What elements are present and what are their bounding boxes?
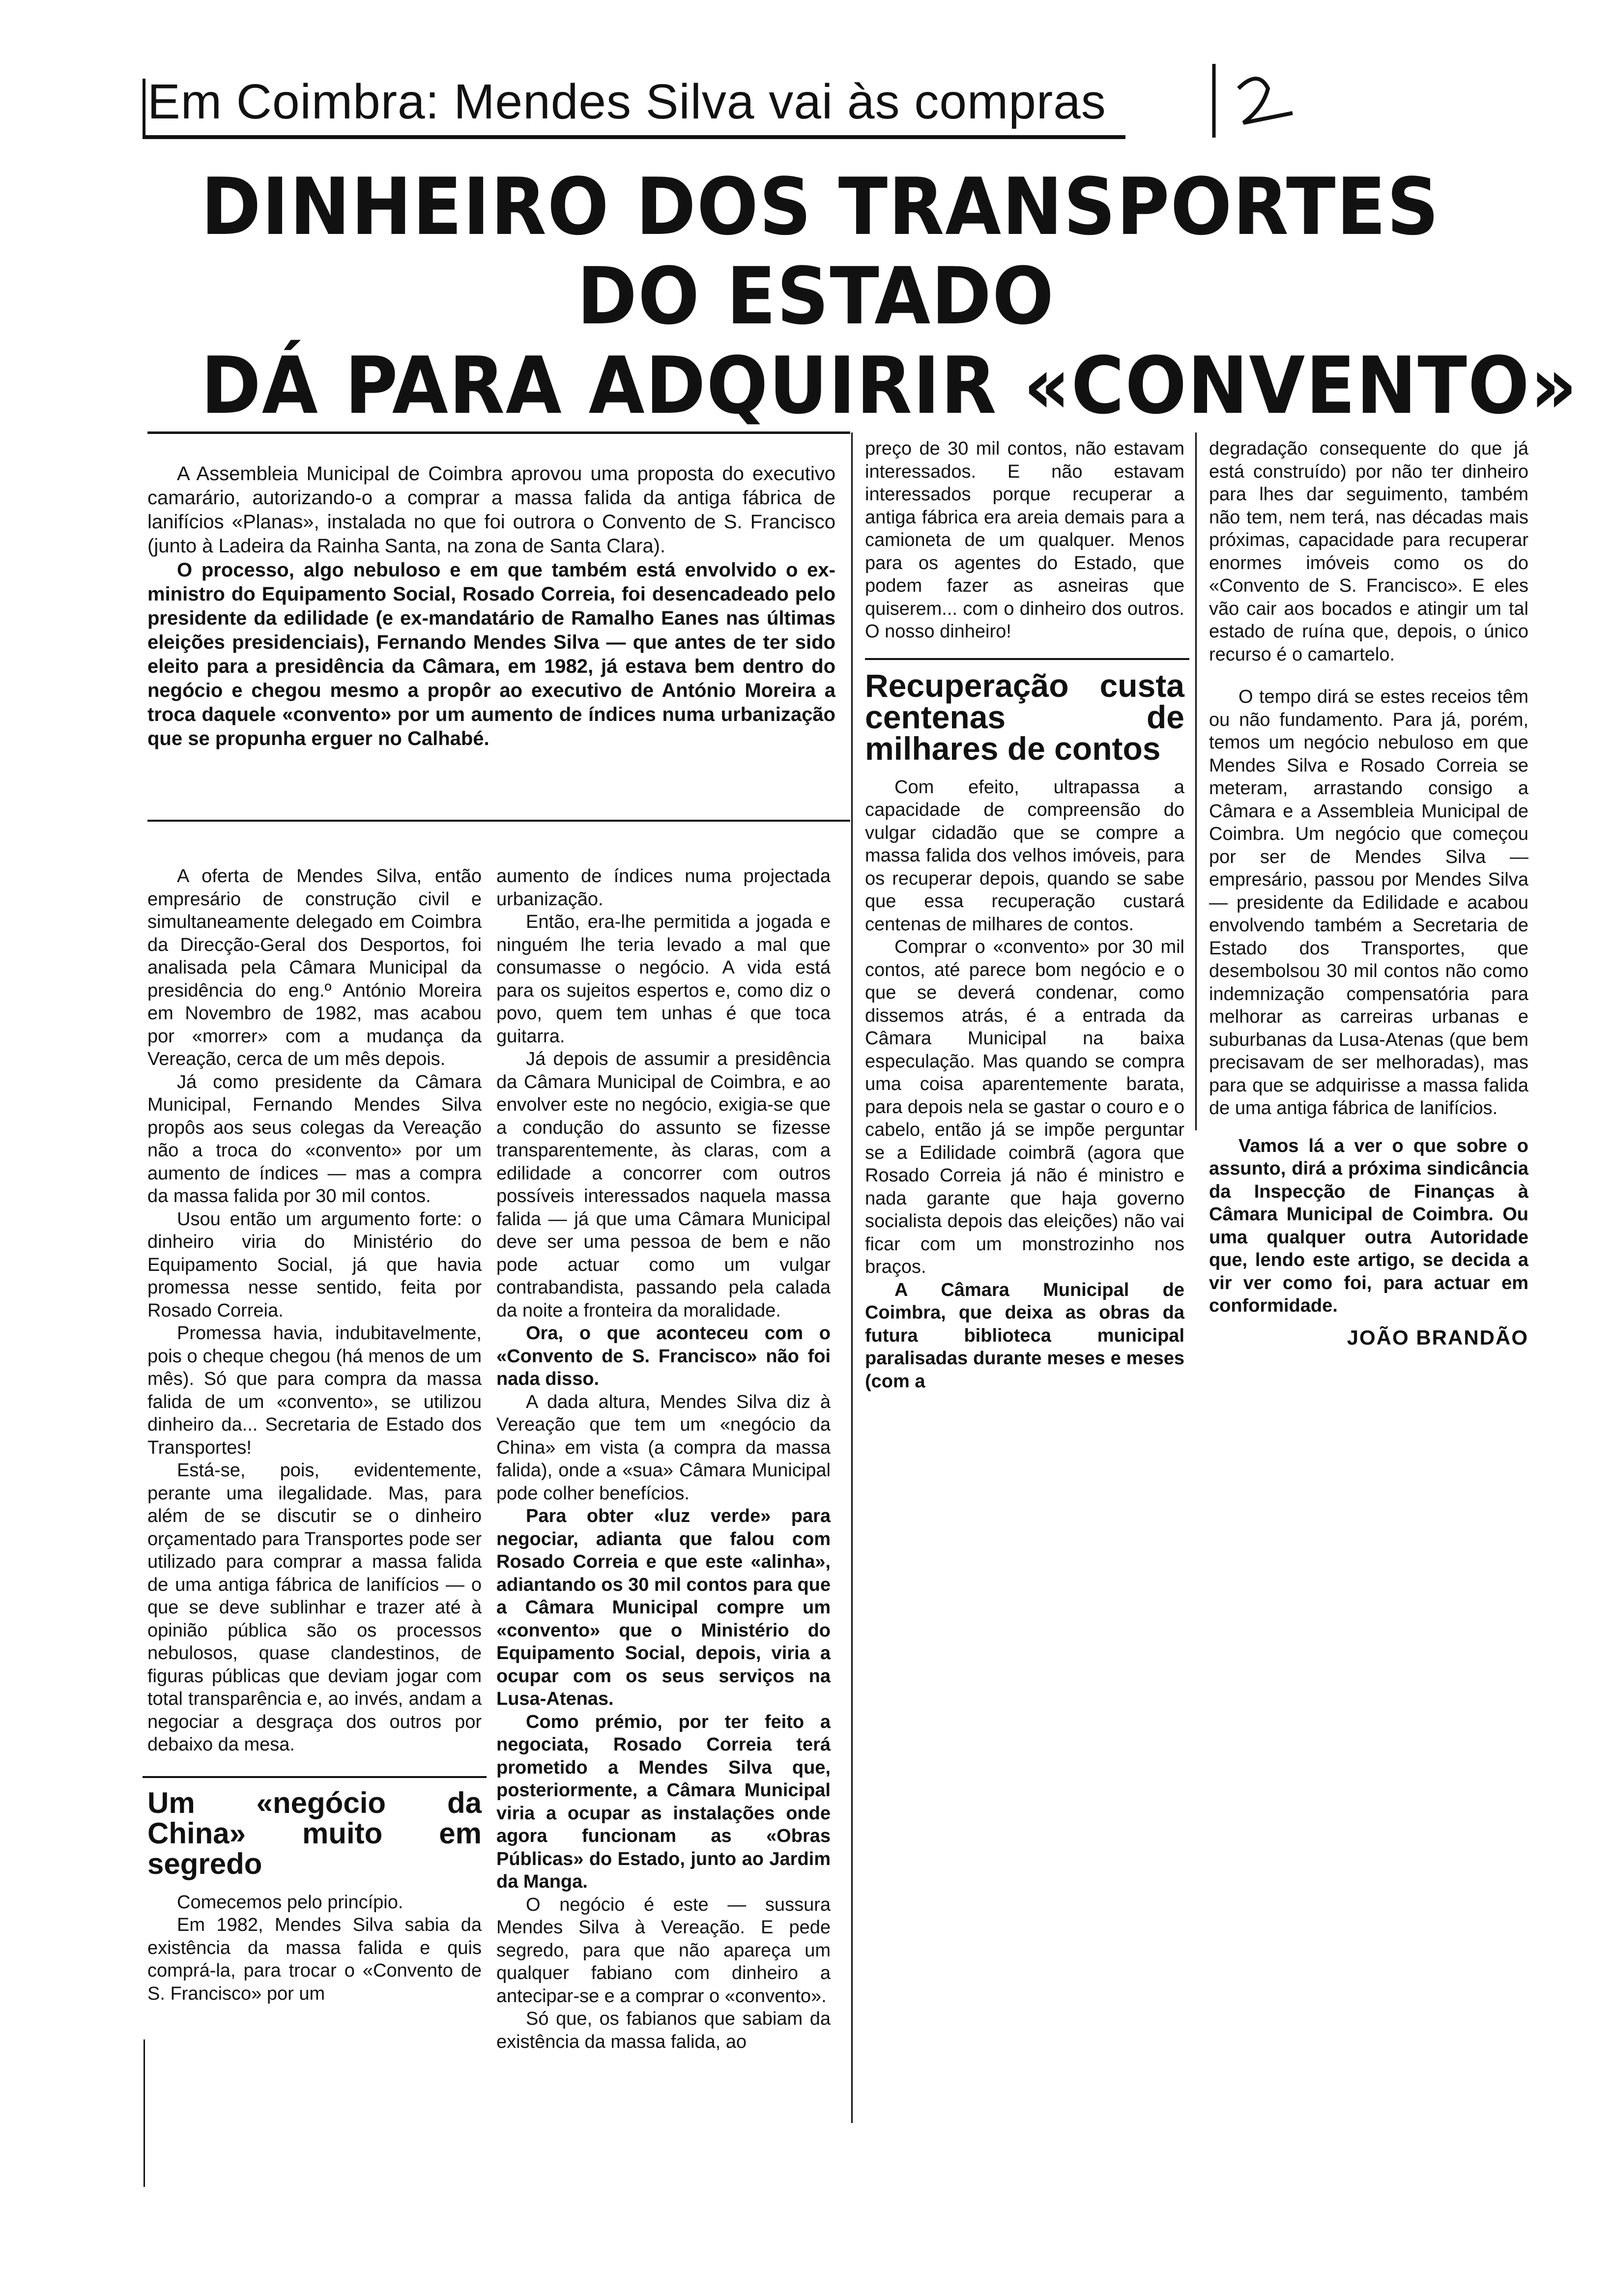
paragraph: Comecemos pelo princípio. xyxy=(177,1892,403,1913)
column-3 xyxy=(865,437,1184,1393)
paragraph: Vamos lá a ver o que sobre o assunto, dirá a próxima sindicância da Inspecção de Finanças à Câmara Municipal de Coimbra. Ou uma qualquer outra Autoridade que, lendo este artigo, se decida a vir ver como foi, para actuar em conformidade. xyxy=(1209,1135,1528,1316)
paragraph: preço de 30 mil contos, não estavam interessados. E não estavam interessados porque recuperar a antiga fábrica era areia demais para a camioneta de um qualquer. Menos para os agentes do Estado, que podem fazer as asneiras que quiserem... com o dinheiro dos outros. O nosso dinheiro! xyxy=(865,438,1184,642)
headline-line-1: DINHEIRO DOS TRANSPORTES xyxy=(201,161,1440,253)
column-divider xyxy=(851,432,853,2123)
lead-text xyxy=(147,462,835,751)
column-divider xyxy=(1195,432,1197,1130)
paragraph: Então, era-lhe permitida a jogada e ninguém lhe teria levado a mal que consumasse o negócio. A vida está para os sujeitos espertos e, como diz o povo, quem tem unhas é que toca guitarra. xyxy=(496,912,831,1047)
paragraph: O tempo dirá se estes receios têm ou não fundamento. Para já, porém, temos um negócio nebuloso em que Mendes Silva e Rosado Correia se meteram, arrastando consigo a Câmara e a Assembleia Municipal de Coimbra. Um negócio que começou por ser de Mendes Silva — empresário, passou por Mendes Silva — presidente da Edilidade e acabou envolvendo também a Secretaria de Estado dos Transportes, que desembolsou 30 mil contos não como indemnização compensatória para melhorar as carreiras urbanas e suburbanas da Lusa-Atenas (que bem precisavam de ser melhoradas), mas para que se adquirisse a massa falida de uma antiga fábrica de lanifícios. xyxy=(1209,687,1528,1119)
paragraph: Como prémio, por ter feito a negociata, Rosado Correia terá prometido a Mendes Silva que, posteriormente, a Câmara Municipal viria a ocupar as instalações onde agora funcionam as «Obras Públicas» do Estado, junto ao Jardim da Manga. xyxy=(496,1711,831,1892)
paragraph: A oferta de Mendes Silva, então empresário de construção civil e simultaneamente delegado em Coimbra da Direcção-Geral dos Desportos, foi analisada pela Câmara Municipal da presidência do eng.º António Moreira em Novembro de 1982, mas acabou por «morrer» com a mudança da Vereação, cerca de um mês depois. xyxy=(147,866,482,1069)
paragraph: Para obter «luz verde» para negociar, adianta que falou com Rosado Correia e que este «alinha», adiantando os 30 mil contos para que a Câmara Municipal compre um «convento» que o Ministério do Equipamento Social, depois, viria a ocupar com os seus serviços na Lusa-Atenas. xyxy=(496,1506,831,1709)
column-2 xyxy=(496,865,831,2053)
paragraph: Usou então um argumento forte: o dinheiro viria do Ministério do Equipamento Social, já que havia promessa nesse sentido, feita por Rosado Correia. xyxy=(147,1208,482,1321)
headline-line-2: DO ESTADO xyxy=(577,250,1055,342)
edge-line xyxy=(144,2039,145,2187)
section-rule xyxy=(865,658,1189,660)
headline xyxy=(201,161,1578,431)
kicker-side-bar xyxy=(143,79,145,138)
paragraph: Com efeito, ultrapassa a capacidade de compreensão do vulgar cidadão que se compre a massa falida dos velhos imóveis, para os recuperar depois, quando se sabe que essa recuperação custará centenas de milhares de contos. xyxy=(865,776,1184,935)
column-4 xyxy=(1209,437,1528,1349)
column-1 xyxy=(147,865,482,2005)
lead-paragraph: A Assembleia Municipal de Coimbra aprovou uma proposta do executivo camarário, autorizando-o a comprar a massa falida da antiga fábrica de lanifícios «Planas», instalada no que foi outrora o Convento de S. Francisco (junto à Ladeira da Rainha Santa, na zona de Santa Clara). xyxy=(147,463,835,557)
kicker: Em Coimbra: Mendes Silva vai às compras xyxy=(147,74,1106,129)
paragraph: aumento de índices numa projectada urbanização. xyxy=(496,866,831,910)
paragraph: Ora, o que aconteceu com o «Convento de S. Francisco» não foi nada disso. xyxy=(496,1323,831,1389)
headline-line-3: DÁ PARA ADQUIRIR «CONVENTO» xyxy=(201,340,1578,431)
handwritten-mark-icon xyxy=(1204,59,1302,143)
paragraph: Só que, os fabianos que sabiam da existência da massa falida, ao xyxy=(496,2009,831,2052)
paragraph: degradação consequente do que já está construído) por não ter dinheiro para lhes dar seguimento, também não tem, nem terá, nas décadas mais próximas, capacidade para recuperar enormes imóveis como os do «Convento de S. Francisco». E eles vão cair aos bocados e atingir um tal estado de ruína que, depois, o único recurso é o camartelo. xyxy=(1209,438,1528,665)
lead-top-rule xyxy=(147,431,850,434)
paragraph: Já depois de assumir a presidência da Câmara Municipal de Coimbra, e ao envolver este no negócio, exigia-se que a condução do assunto se fizesse transparentemente, às claras, com a edilidade a concorrer com outros possíveis interessados naquela massa falida — já que uma Câmara Municipal deve ser uma pessoa de bem e não pode actuar como um vulgar contrabandista, passando pela calada da noite a fronteira da moralidade. xyxy=(496,1049,831,1321)
lead-bottom-rule xyxy=(147,820,850,822)
paragraph: Já como presidente da Câmara Municipal, Fernando Mendes Silva propôs aos seus colegas da Vereação não a troca do «convento» por um aumento de índices — mas a compra da massa falida por 30 mil contos. xyxy=(147,1071,482,1206)
paragraph: A dada altura, Mendes Silva diz à Vereação que tem um «negócio da China» em vista (a compra da massa falida), onde a «sua» Câmara Municipal pode colher benefícios. xyxy=(496,1391,831,1504)
paragraph: A Câmara Municipal de Coimbra, que deixa as obras da futura biblioteca municipal paralisadas durante meses e meses (com a xyxy=(865,1279,1184,1392)
section-rule xyxy=(143,1776,487,1778)
paragraph: O negócio é este — sussura Mendes Silva à Vereação. E pede segredo, para que não apareça um qualquer fabiano com dinheiro a antecipar-se e a comprar o «convento». xyxy=(496,1894,831,2007)
lead-paragraph: O processo, algo nebuloso e em que também está envolvido o ex-ministro do Equipamento Social, Rosado Correia, foi desencadeado pelo presidente da edilidade (e ex-mandatário de Ramalho Eanes nas últimas eleições presidenciais), Fernando Mendes Silva — que antes de ter sido eleito para a presidência da Câmara, em 1982, já estava bem dentro do negócio e chegou mesmo a propôr ao executivo de António Moreira a troca daquele «convento» por um aumento de índices numa urbanização que se propunha erguer no Calhabé. xyxy=(147,559,835,749)
subheading-negocio-china: Um «negócio da China» muito em segredo xyxy=(147,1786,482,1880)
subheading-recuperacao: Recuperação custa centenas de milhares de contos xyxy=(865,667,1184,767)
kicker-rule xyxy=(143,135,1125,139)
paragraph: Em 1982, Mendes Silva sabia da existência da massa falida e quis comprá-la, para trocar o «Convento de S. Francisco» por um xyxy=(147,1915,482,2004)
paragraph: Comprar o «convento» por 30 mil contos, até parece bom negócio e o que se deverá condenar, como dissemos atrás, é a entrada da Câmara Municipal na baixa especulação. Mas quando se compra uma coisa aparentemente barata, para depois nela se gastar o couro e o cabelo, então já se impõe perguntar se a Edilidade coimbrã (agora que Rosado Correia já não é ministro e nada garante que haja governo socialista depois das eleições) não vai ficar com um monstrozinho nos braços. xyxy=(865,937,1184,1277)
paragraph: Promessa havia, indubitavelmente, pois o cheque chegou (há menos de um mês). Só que para compra da massa falida de um «convento», se utilizou dinheiro da... Secretaria de Estado dos Transportes! xyxy=(147,1323,482,1458)
paragraph: Está-se, pois, evidentemente, perante uma ilegalidade. Mas, para além de se discutir se o dinheiro orçamentado para Transportes pode ser utilizado para comprar a massa falida de uma antiga fábrica de lanifícios — o que se deve sublinhar e trazer até à opinião pública são os processos nebulosos, quase clandestinos, de figuras públicas que deviam jogar com total transparência e, ao invés, andam a negociar a desgraça dos outros por debaixo da mesa. xyxy=(147,1460,482,1755)
author-signature: JOÃO BRANDÃO xyxy=(1347,1325,1528,1349)
